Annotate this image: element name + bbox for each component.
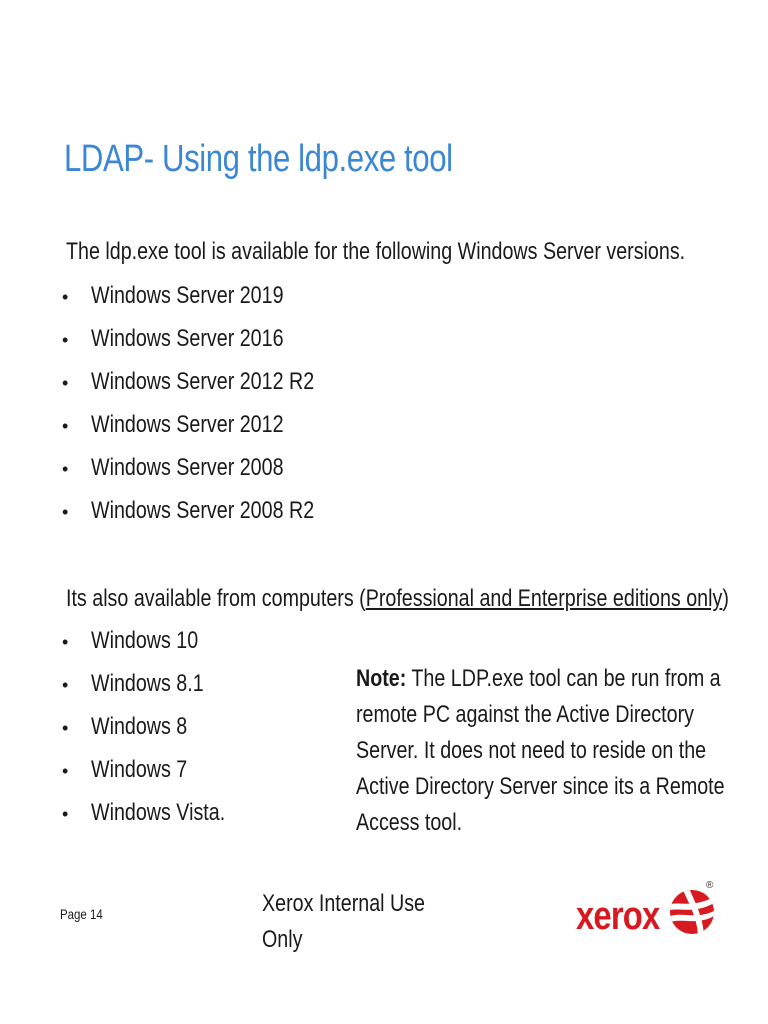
page-number: Page 14	[60, 906, 103, 922]
bullet: •	[62, 804, 69, 824]
bullet: •	[62, 373, 69, 393]
bullet: •	[62, 416, 69, 436]
note-block: Note: The LDP.exe tool can be run from a remote PC against the Active Directory Server. It does not need to reside on the Active Directory Server since its a Remote Access tool.	[356, 665, 725, 836]
bullet: •	[62, 459, 69, 479]
bullet: •	[62, 761, 69, 781]
bullet: •	[62, 632, 69, 652]
intro-text: The ldp.exe tool is available for the following Windows Server versions.	[66, 238, 686, 265]
editions-note: Professional and Enterprise editions only	[365, 585, 723, 612]
bullet: •	[62, 718, 69, 738]
bullet: •	[62, 502, 69, 522]
classification-label: Xerox Internal Use Only	[262, 890, 425, 953]
xerox-logo	[576, 880, 726, 950]
bullet: •	[62, 287, 69, 307]
client-intro-text: Its also available from computers (Professional and Enterprise editions only)	[66, 585, 729, 612]
bullet: •	[62, 330, 69, 350]
logo-wordmark: xerox	[576, 894, 660, 938]
registered-mark: ®	[706, 880, 714, 891]
bullet: •	[62, 675, 69, 695]
slide-title: LDAP- Using the ldp.exe tool	[64, 138, 453, 180]
note-label: Note:	[356, 665, 407, 692]
